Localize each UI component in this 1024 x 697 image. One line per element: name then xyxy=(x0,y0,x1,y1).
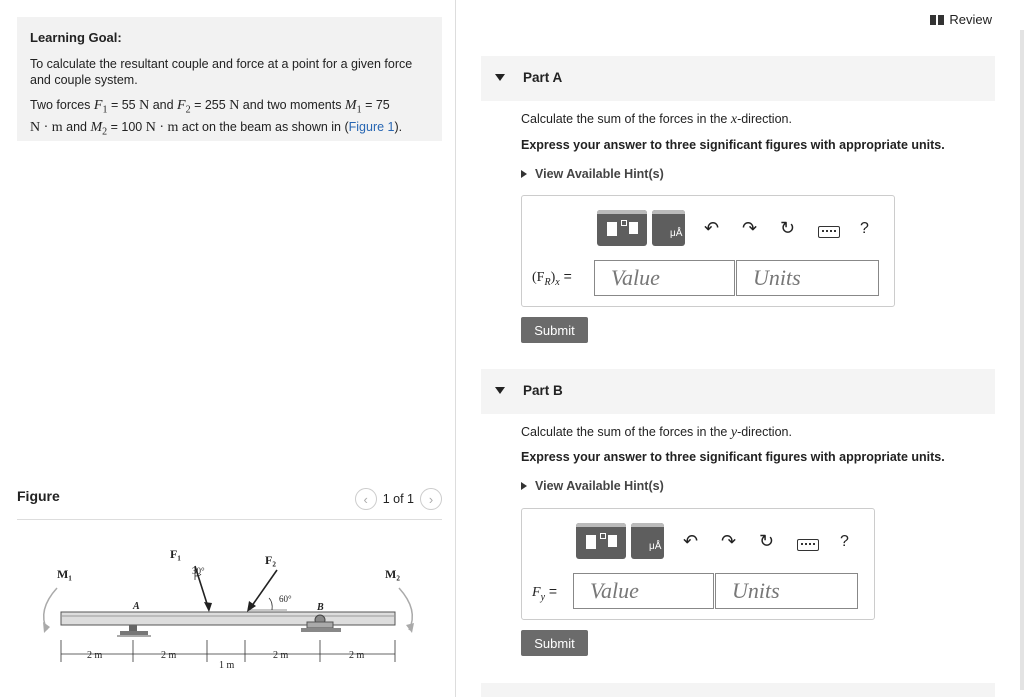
book-icon xyxy=(930,15,944,25)
label-angle-30: 30° xyxy=(192,566,205,576)
part-b-answer-box xyxy=(521,508,875,620)
part-b-hint-toggle[interactable]: View Available Hint(s) xyxy=(521,479,664,493)
part-a-answer-box xyxy=(521,195,895,307)
dim-2: 2 m xyxy=(161,650,177,661)
template-tool-button[interactable] xyxy=(597,210,647,246)
part-a-eq-label: $(F_R)_x$ = xyxy=(532,268,572,288)
next-figure-button[interactable]: › xyxy=(420,488,442,510)
help-icon[interactable]: ? xyxy=(860,220,869,237)
undo-icon[interactable]: ↶ xyxy=(704,218,720,238)
figure-link[interactable]: Figure 1 xyxy=(348,119,395,134)
part-b-header[interactable]: Part B xyxy=(481,369,995,414)
beam-figure xyxy=(17,530,437,675)
review-link[interactable]: Review xyxy=(930,12,992,27)
part-b-instruction: Express your answer to three significant figures with appropriate units. xyxy=(521,450,945,464)
dim-5: 2 m xyxy=(349,650,365,661)
figure-header xyxy=(17,484,442,520)
collapse-icon xyxy=(495,74,505,81)
collapse-icon xyxy=(495,387,505,394)
dim-4: 2 m xyxy=(273,650,289,661)
redo-icon[interactable]: ↷ xyxy=(721,531,737,551)
m1-arrow xyxy=(44,588,57,630)
label-m1: M₁ xyxy=(57,567,72,581)
label-b: B xyxy=(317,602,324,613)
part-a-hint-toggle[interactable]: View Available Hint(s) xyxy=(521,167,664,181)
label-angle-60: 60° xyxy=(279,594,292,604)
part-b-units-input[interactable]: Units xyxy=(715,573,858,609)
template-tool-button[interactable] xyxy=(576,523,626,559)
support-a xyxy=(129,625,137,631)
part-b-submit-button[interactable]: Submit xyxy=(521,630,588,656)
help-icon[interactable]: ? xyxy=(840,533,849,550)
units-tool-button[interactable]: μÅ xyxy=(631,523,664,559)
part-a-question: Calculate the sum of the forces in the x-direction. xyxy=(521,112,792,127)
part-b-question: Calculate the sum of the forces in the y-direction. xyxy=(521,425,792,440)
part-a-header[interactable]: Part A xyxy=(481,56,995,101)
part-c-header[interactable] xyxy=(481,683,995,697)
label-f1: F₁ xyxy=(170,547,181,561)
learning-goal-text: To calculate the resultant couple and force at a point for a given force and couple system. xyxy=(30,57,413,87)
expand-icon xyxy=(521,170,527,178)
figure-page-count: 1 of 1 xyxy=(382,492,414,506)
label-m2: M₂ xyxy=(385,567,400,581)
scrollbar[interactable] xyxy=(1020,30,1024,690)
part-a-units-input[interactable]: Units xyxy=(736,260,879,296)
redo-icon[interactable]: ↷ xyxy=(742,218,758,238)
learning-goal-title: Learning Goal: xyxy=(30,30,122,45)
part-b-eq-label: $F_y$ = xyxy=(532,583,558,603)
part-a-instruction: Express your answer to three significant figures with appropriate units. xyxy=(521,138,945,152)
part-a-submit-button[interactable]: Submit xyxy=(521,317,588,343)
dim-3: 1 m xyxy=(219,660,235,671)
problem-statement: Two forces $F_1 = 55$ N and $F_2 = 255$ N and two moments $M_1 = 75$ N · m and $M_2 = 100$ N · m act on the beam as shown in (Figure 1). xyxy=(30,98,403,137)
dim-1: 2 m xyxy=(87,650,103,661)
learning-goal-box xyxy=(17,17,442,141)
keyboard-icon[interactable] xyxy=(818,226,840,238)
reset-icon[interactable]: ↻ xyxy=(759,531,775,551)
part-a-value-input[interactable]: Value xyxy=(594,260,735,296)
reset-icon[interactable]: ↻ xyxy=(780,218,796,238)
figure-pager xyxy=(355,488,442,510)
keyboard-icon[interactable] xyxy=(797,539,819,551)
prev-figure-button[interactable]: ‹ xyxy=(355,488,377,510)
label-f2: F₂ xyxy=(265,553,276,567)
label-a: A xyxy=(133,601,140,612)
expand-icon xyxy=(521,482,527,490)
units-tool-button[interactable]: μÅ xyxy=(652,210,685,246)
left-panel xyxy=(0,0,456,697)
m2-arrow xyxy=(399,588,412,630)
beam xyxy=(61,612,395,625)
undo-icon[interactable]: ↶ xyxy=(683,531,699,551)
part-b-value-input[interactable]: Value xyxy=(573,573,714,609)
figure-title: Figure xyxy=(17,488,60,504)
